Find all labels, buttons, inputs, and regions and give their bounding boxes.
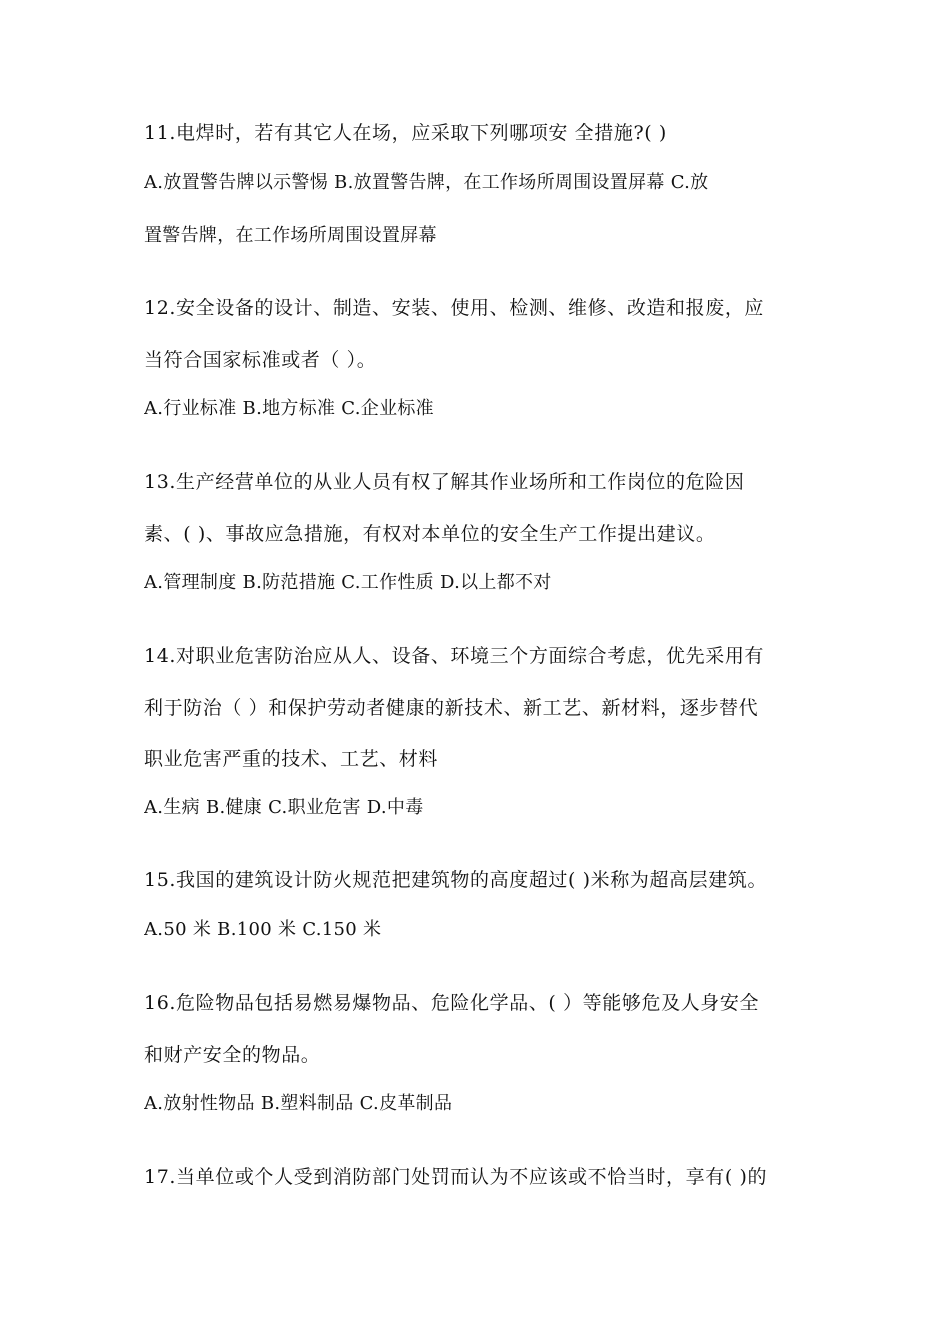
question-stem-line: 16.危险物品包括易燃易爆物品、危险化学品、( ）等能够危及人身安全 bbox=[144, 992, 760, 1014]
question-options-line: A.放置警告牌以示警惕 B.放置警告牌，在工作场所周围设置屏幕 C.放 bbox=[144, 172, 709, 193]
question-stem-line: 利于防治（ ）和保护劳动者健康的新技术、新工艺、新材料，逐步替代 bbox=[144, 697, 759, 719]
question-stem-line: 12.安全设备的设计、制造、安装、使用、检测、维修、改造和报废，应 bbox=[144, 297, 765, 319]
question-stem-line: 11.电焊时，若有其它人在场，应采取下列哪项安 全措施?( ) bbox=[144, 122, 667, 144]
question-stem-line: 和财产安全的物品。 bbox=[144, 1044, 321, 1066]
question-options-line: A.放射性物品 B.塑料制品 C.皮革制品 bbox=[144, 1093, 453, 1114]
question-options-line: A.生病 B.健康 C.职业危害 D.中毒 bbox=[144, 797, 424, 818]
question-options-line: A.50 米 B.100 米 C.150 米 bbox=[144, 919, 382, 940]
question-stem-line: 17.当单位或个人受到消防部门处罚而认为不应该或不恰当时，享有( )的 bbox=[144, 1166, 768, 1188]
question-options-line: 置警告牌，在工作场所周围设置屏幕 bbox=[144, 225, 437, 246]
question-stem-line: 职业危害严重的技术、工艺、材料 bbox=[144, 748, 439, 770]
question-options-line: A.行业标准 B.地方标准 C.企业标准 bbox=[144, 398, 434, 419]
question-options-line: A.管理制度 B.防范措施 C.工作性质 D.以上都不对 bbox=[144, 572, 552, 593]
question-stem-line: 当符合国家标准或者（ ）。 bbox=[144, 349, 377, 371]
question-stem-line: 14.对职业危害防治应从人、设备、环境三个方面综合考虑，优先采用有 bbox=[144, 645, 765, 667]
question-stem-line: 13.生产经营单位的从业人员有权了解其作业场所和工作岗位的危险因 bbox=[144, 471, 745, 493]
question-stem-line: 15.我国的建筑设计防火规范把建筑物的高度超过( )米称为超高层建筑。 bbox=[144, 869, 768, 891]
question-stem-line: 素、( )、事故应急措施，有权对本单位的安全生产工作提出建议。 bbox=[144, 523, 716, 545]
